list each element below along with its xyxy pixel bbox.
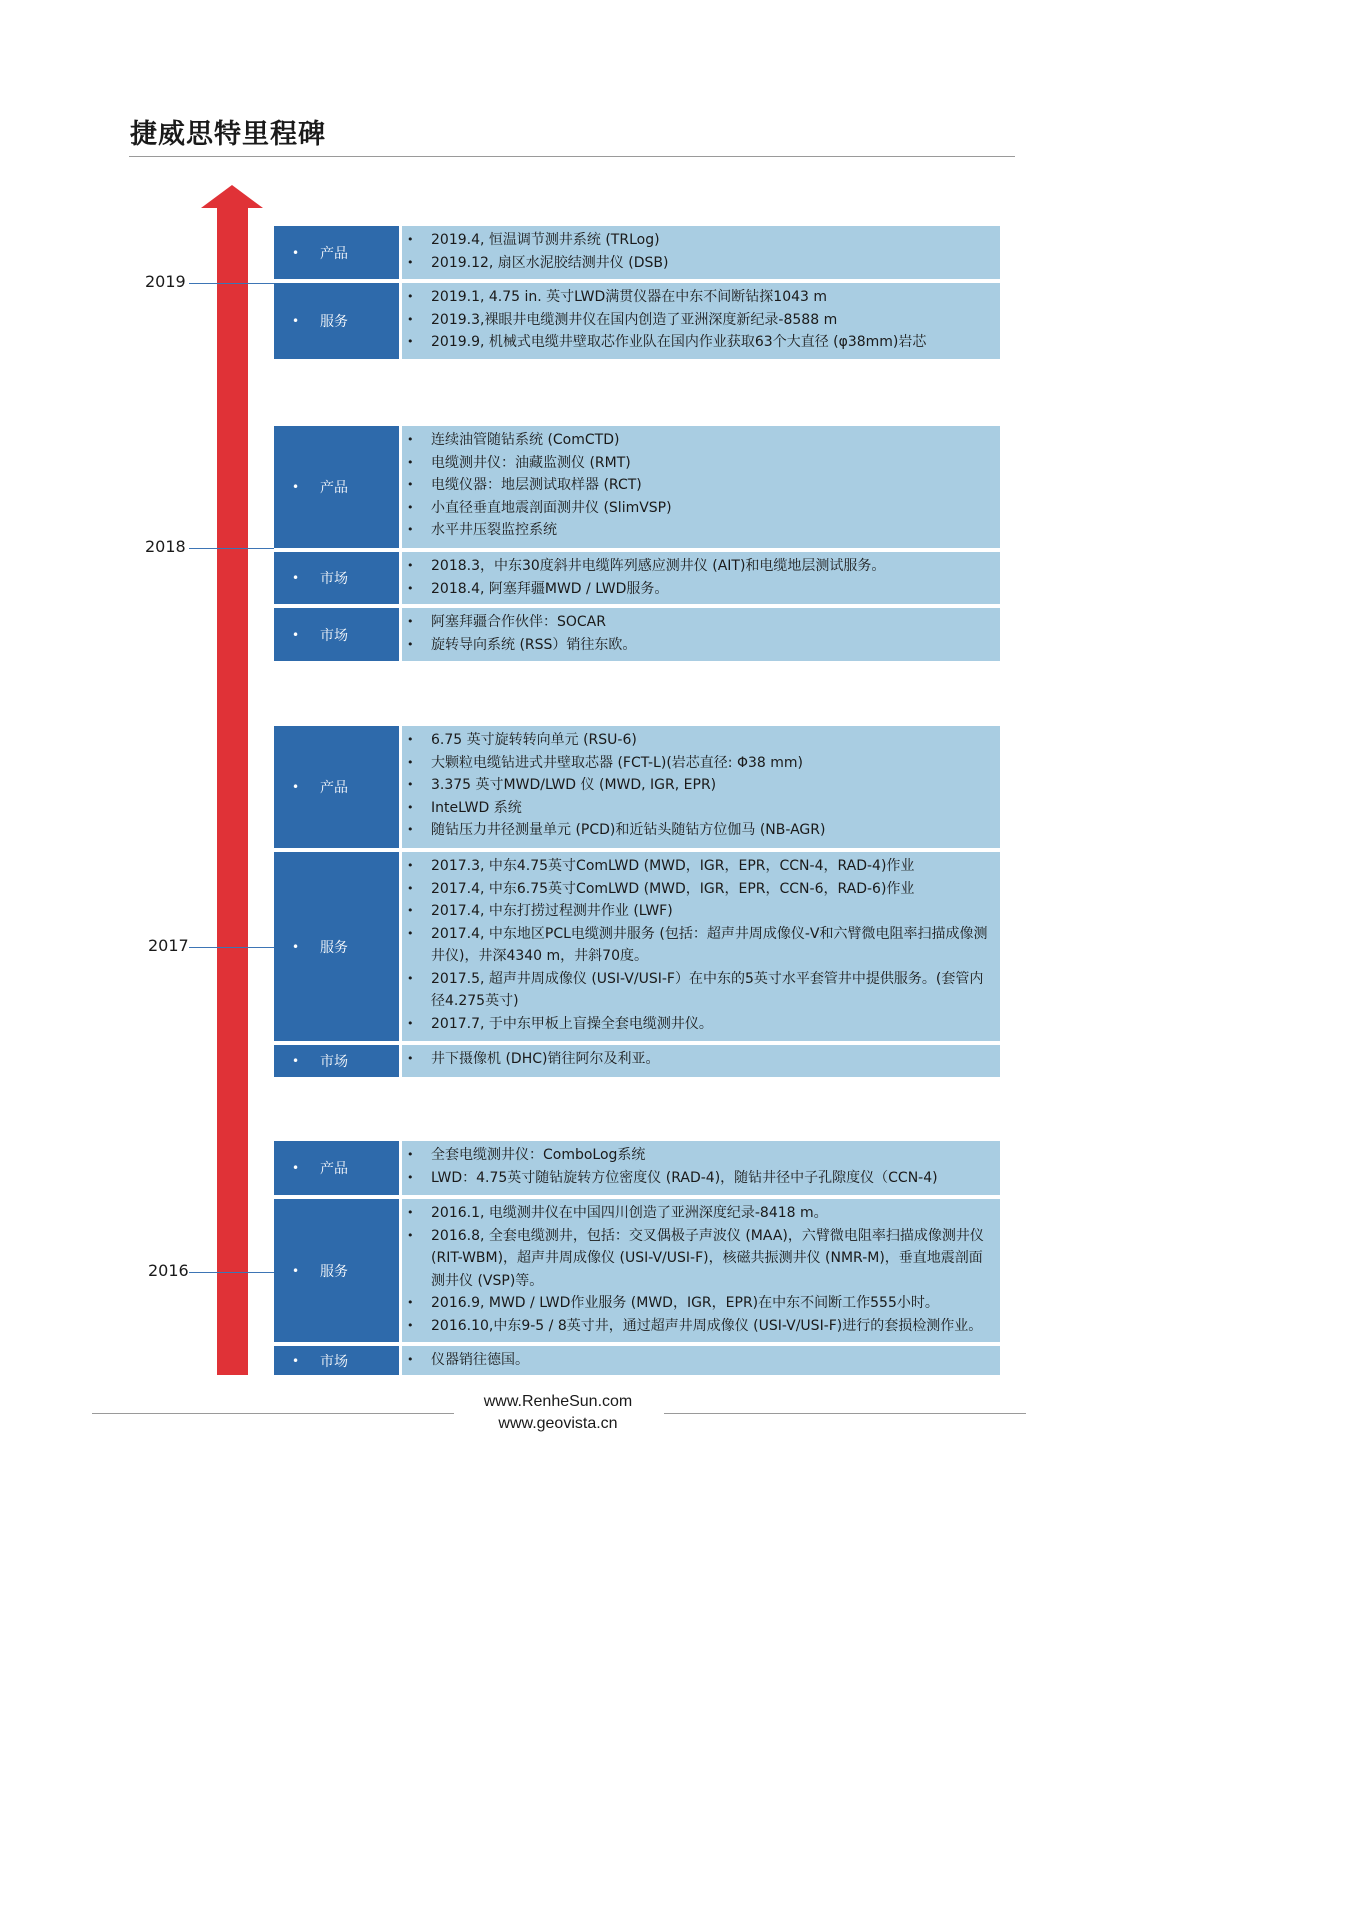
footer-divider-right xyxy=(664,1413,1026,1414)
milestone-item: • 3.375 英寸MWD/LWD 仪 (MWD, IGR, EPR) xyxy=(402,774,1000,797)
category-cell: • 服务 xyxy=(274,852,399,1041)
category-cell: • 产品 xyxy=(274,426,399,548)
title-divider xyxy=(129,156,1015,157)
year-connector-2017 xyxy=(189,947,274,948)
milestone-item: • 2016.10,中东9-5 / 8英寸井，通过超声井周成像仪 (USI-V/USI-F)进行的套损检测作业。 xyxy=(402,1315,1000,1338)
category-label: 市场 xyxy=(320,627,348,644)
category-cell: • 市场 xyxy=(274,552,399,604)
milestone-item: • InteLWD 系统 xyxy=(402,797,1000,820)
milestone-items xyxy=(402,552,1000,604)
milestone-items xyxy=(402,1141,1000,1195)
category-label: 产品 xyxy=(320,1161,348,1177)
milestone-item: • 2019.12, 扇区水泥胶结测井仪 (DSB) xyxy=(402,252,1000,275)
category-cell: • 市场 xyxy=(274,1045,399,1077)
milestone-item: • 旋转导向系统 (RSS）销往东欧。 xyxy=(402,634,1000,657)
milestone-item: • 水平井压裂监控系统 xyxy=(402,519,1000,542)
category-cell: • 服务 xyxy=(274,1199,399,1342)
category-cell: • 产品 xyxy=(274,226,399,279)
year-connector-2016 xyxy=(189,1272,274,1273)
milestone-item: • 井下摄像机 (DHC)销往阿尔及利亚。 xyxy=(402,1048,1000,1071)
milestone-item: • 2016.9, MWD / LWD作业服务 (MWD，IGR，EPR)在中东不间断工作555小时。 xyxy=(402,1292,1000,1315)
milestone-item: • 连续油管随钻系统 (ComCTD) xyxy=(402,429,1000,452)
category-label: 产品 xyxy=(320,780,348,796)
milestone-items xyxy=(402,726,1000,848)
milestone-items xyxy=(402,226,1000,279)
milestone-item: • 2018.4, 阿塞拜疆MWD / LWD服务。 xyxy=(402,578,1000,601)
footer-divider-left xyxy=(92,1413,454,1414)
milestone-item: • 2017.4, 中东打捞过程测井作业 (LWF) xyxy=(402,900,1000,923)
milestone-item: • 2016.8, 全套电缆测井，包括：交叉偶极子声波仪 (MAA)，六臂微电阻率扫描成像测井仪 (RIT-WBM)，超声井周成像仪 (USI-V/USI-F)，核磁共振测井仪 (NMR-M)，垂直地震剖面测井仪 (VSP)等。 xyxy=(402,1225,1000,1293)
milestone-item: • 随钻压力井径测量单元 (PCD)和近钻头随钻方位伽马 (NB-AGR) xyxy=(402,819,1000,842)
category-label: 市场 xyxy=(320,1353,348,1370)
category-label: 服务 xyxy=(320,939,348,956)
milestone-item: • 6.75 英寸旋转转向单元 (RSU-6) xyxy=(402,729,1000,752)
milestone-items xyxy=(402,852,1000,1041)
milestone-item: • 2019.3,裸眼井电缆测井仪在国内创造了亚洲深度新纪录-8588 m xyxy=(402,309,1000,332)
milestone-item: • 阿塞拜疆合作伙伴：SOCAR xyxy=(402,611,1000,634)
category-cell: • 市场 xyxy=(274,608,399,661)
category-label: 市场 xyxy=(320,1054,348,1070)
category-label: 市场 xyxy=(320,571,348,587)
milestone-item: • 2017.4, 中东地区PCL电缆测井服务 (包括：超声井周成像仪-V和六臂微电阻率扫描成像测井仪)，井深4340 m，井斜70度。 xyxy=(402,923,1000,968)
category-cell: • 服务 xyxy=(274,283,399,359)
category-label: 产品 xyxy=(320,245,348,262)
year-label-2019: 2019 xyxy=(145,272,186,291)
timeline-arrow-head xyxy=(201,185,263,208)
milestone-item: • 全套电缆测井仪：ComboLog系统 xyxy=(402,1144,1000,1167)
milestone-item: • 2019.9, 机械式电缆井壁取芯作业队在国内作业获取63个大直径 (φ38mm)岩芯 xyxy=(402,331,1000,354)
milestone-item: • 2017.5, 超声井周成像仪 (USI-V/USI-F）在中东的5英寸水平套管井中提供服务。(套管内径4.275英寸) xyxy=(402,968,1000,1013)
category-label: 产品 xyxy=(320,480,348,496)
milestone-items xyxy=(402,608,1000,661)
year-label-2016: 2016 xyxy=(148,1261,189,1280)
footer-website-2: www.geovista.cn xyxy=(498,1415,618,1432)
category-cell: • 市场 xyxy=(274,1346,399,1375)
milestone-item: • 2019.1, 4.75 in. 英寸LWD满贯仪器在中东不间断钻探1043 m xyxy=(402,286,1000,309)
category-label: 服务 xyxy=(320,314,348,330)
year-connector-2019 xyxy=(189,283,274,284)
category-cell: • 产品 xyxy=(274,726,399,848)
milestone-item: • 大颗粒电缆钻进式井壁取芯器 (FCT-L)(岩芯直径: Φ38 mm) xyxy=(402,752,1000,775)
milestone-item: • LWD：4.75英寸随钻旋转方位密度仪 (RAD-4)，随钻井径中子孔隙度仪（CCN-4) xyxy=(402,1167,1000,1190)
milestone-item: • 电缆仪器：地层测试取样器 (RCT) xyxy=(402,474,1000,497)
milestone-item: • 2017.4, 中东6.75英寸ComLWD (MWD，IGR，EPR，CCN-6，RAD-6)作业 xyxy=(402,878,1000,901)
milestone-item: • 2017.3, 中东4.75英寸ComLWD (MWD，IGR，EPR，CCN-4，RAD-4)作业 xyxy=(402,855,1000,878)
year-connector-2018 xyxy=(189,548,274,549)
milestone-item: • 2019.4, 恒温调节测井系统 (TRLog) xyxy=(402,229,1000,252)
milestone-item: • 2018.3，中东30度斜井电缆阵列感应测井仪 (AIT)和电缆地层测试服务。 xyxy=(402,555,1000,578)
milestone-items xyxy=(402,1045,1000,1077)
footer-website-1: www.RenheSun.com xyxy=(483,1393,633,1410)
milestone-items xyxy=(402,1346,1000,1375)
year-label-2017: 2017 xyxy=(148,936,189,955)
milestone-item: • 2017.7, 于中东甲板上盲操全套电缆测井仪。 xyxy=(402,1013,1000,1036)
category-cell: • 产品 xyxy=(274,1141,399,1195)
milestone-items xyxy=(402,283,1000,359)
timeline-arrow-shaft xyxy=(217,208,248,1375)
year-label-2018: 2018 xyxy=(145,537,186,556)
milestone-item: • 电缆测井仪：油藏监测仪 (RMT) xyxy=(402,452,1000,475)
milestone-items xyxy=(402,426,1000,548)
category-label: 服务 xyxy=(320,1263,348,1280)
milestone-item: • 小直径垂直地震剖面测井仪 (SlimVSP) xyxy=(402,497,1000,520)
milestone-items xyxy=(402,1199,1000,1342)
milestone-item: • 仪器销往德国。 xyxy=(402,1349,1000,1372)
page-title: 捷威思特里程碑 xyxy=(130,119,326,150)
milestone-item: • 2016.1, 电缆测井仪在中国四川创造了亚洲深度纪录-8418 m。 xyxy=(402,1202,1000,1225)
